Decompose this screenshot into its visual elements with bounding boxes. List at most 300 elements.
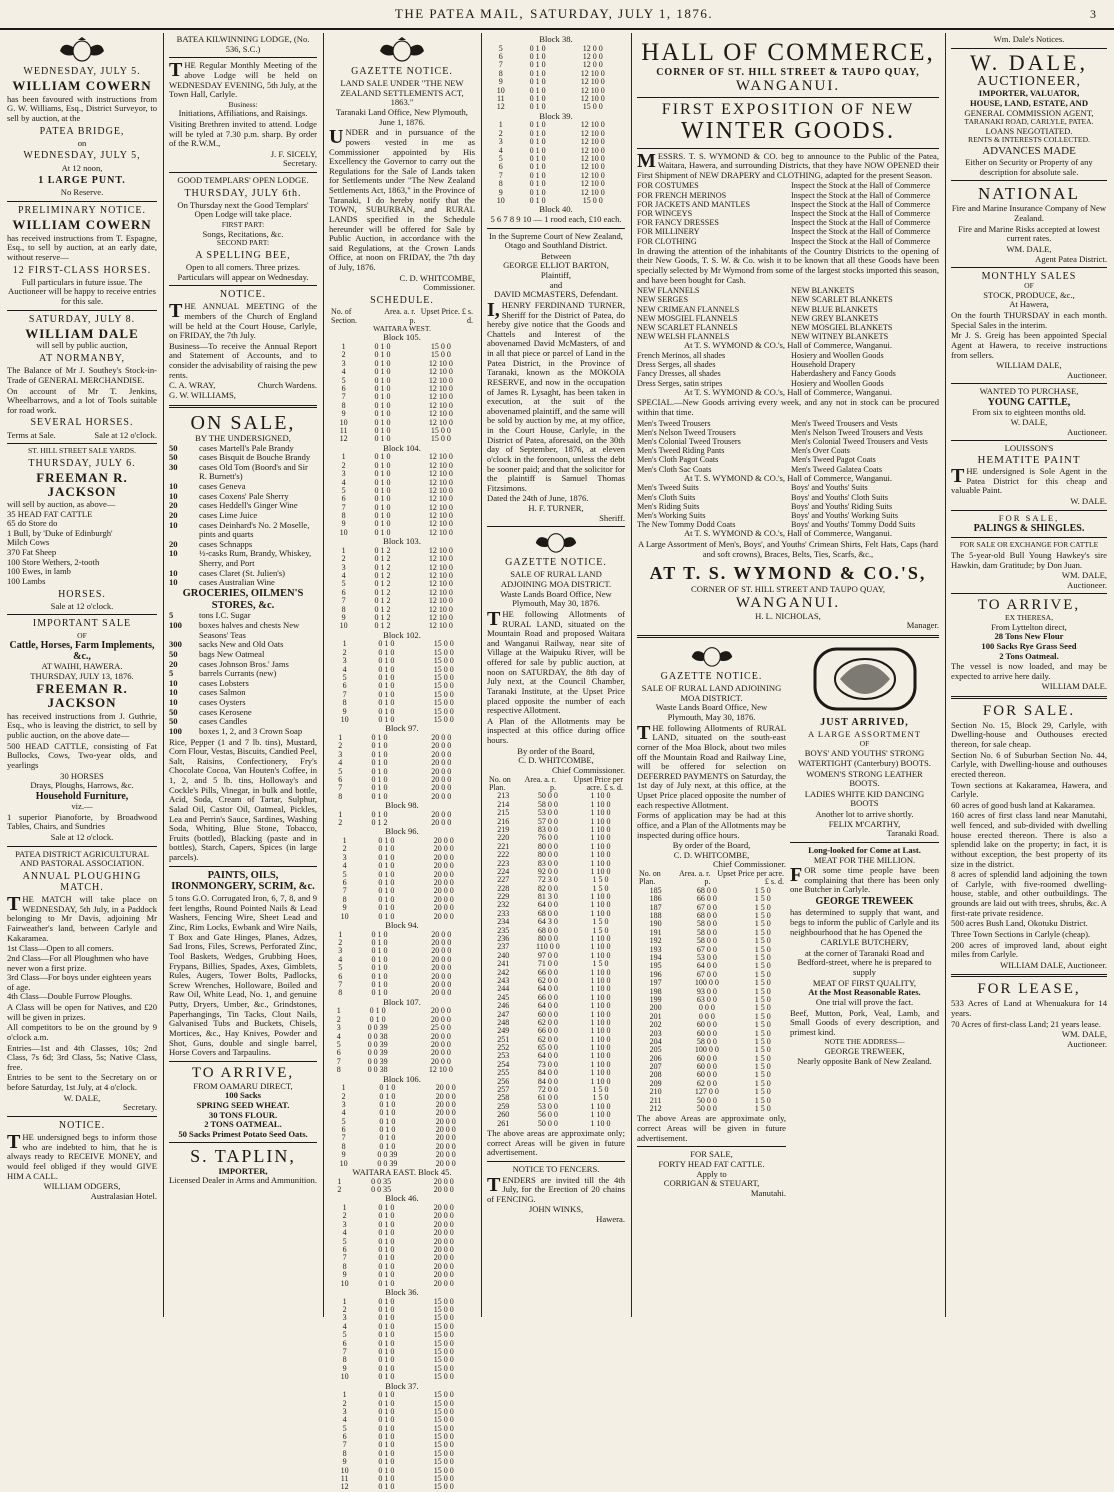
schedule-cell: 15 0 0 xyxy=(430,434,451,444)
rural-row-cell: 232 xyxy=(497,900,510,910)
grocery-item-desc: cases Oysters xyxy=(199,697,246,708)
ad-body: THE following Allotments of RURAL LAND, situated on the south-east corner of the Moa Block, about two miles off the Mountain Road and Railway Line, will be offered for selection on DEFERRED PAYMENTS on Saturday, the 1st day of July next, at this office, at the Upset Price placed opposite the number of each respective Allotment. xyxy=(637,721,786,810)
schedule-cell: 12 10 0 xyxy=(428,477,453,487)
trousers-list xyxy=(637,419,939,474)
ad-text: HOUSE, LAND, ESTATE, AND xyxy=(969,97,1089,108)
schedule-cell: 0 1 0 xyxy=(378,1228,395,1238)
class-item: 1st Class—Open to all comers. xyxy=(7,943,114,954)
rural-row-cell: 1 10 0 xyxy=(590,1034,611,1044)
royal-arms-icon xyxy=(329,37,475,63)
schedule-cell: 12 10 0 xyxy=(428,375,453,385)
schedule-cell: 15 0 0 xyxy=(430,425,451,435)
ad-text: Licensed Dealer in Arms and Ammunition. xyxy=(169,1175,317,1186)
schedule-row xyxy=(329,939,475,947)
sale-item: Section No. 15, Block 29, Carlyle, with Dwelling-house and Outhouses erected thereon, for sale cheap. xyxy=(951,719,1107,750)
trouser-line xyxy=(637,455,939,464)
ad-body: The above Areas are approximate only, correct Areas will be given in future advertisement. xyxy=(637,1113,786,1143)
ad-text: Waste Lands Board Office, New Plymouth, May 30, 1876. xyxy=(500,588,612,609)
schedule-cell: 0 1 0 xyxy=(374,477,391,487)
grocery-item-qty: 100 xyxy=(169,725,182,736)
schedule-cell: 0 1 0 xyxy=(378,1261,395,1271)
schedule-row xyxy=(329,547,475,555)
arrival-item: 100 Sacks xyxy=(224,1090,262,1101)
schedule-row-cell: 12 10 0 xyxy=(580,170,605,180)
schedule-row-cell: 0 1 0 xyxy=(529,120,546,130)
rural-row-cell: 64 0 0 xyxy=(537,1001,558,1011)
block-table xyxy=(329,1084,475,1168)
rural-row-cell: 207 xyxy=(649,1062,662,1072)
merino-line-left: French Merinos, all shades xyxy=(637,351,726,361)
rural-row-cell: 61 0 0 xyxy=(537,1093,558,1103)
ad-text: STOCK, PRODUCE, &c., xyxy=(983,289,1075,300)
ad-text: Nearly opposite Bank of New Zealand. xyxy=(797,1055,932,1066)
schedule-row xyxy=(329,470,475,478)
ad-text: OF xyxy=(859,738,870,748)
rural-row-cell: 53 0 0 xyxy=(696,953,717,962)
schedule-cell: 1 xyxy=(341,1083,346,1093)
ad-text: FIRST PART: xyxy=(221,220,265,230)
merinos-list xyxy=(637,351,939,388)
block-title: Block 105. xyxy=(383,332,421,343)
rural-row-cell: 1 5 0 xyxy=(754,919,771,929)
schedule-cell: 20 0 0 xyxy=(431,774,452,784)
suit-line-left: Men's Tweed Suits xyxy=(637,483,699,493)
ad-body: SPECIAL.—New Goods arriving every week, and any not in stock can be procured within that time. xyxy=(637,397,939,418)
signature: C. D. WHITCOMBE, xyxy=(673,849,750,860)
schedule-cell: 12 10 0 xyxy=(428,613,453,622)
schedule-row xyxy=(329,1058,475,1066)
block-title: Block 39. xyxy=(539,110,573,121)
schedule-row xyxy=(329,776,475,784)
schedule-cell: 12 10 0 xyxy=(428,527,453,537)
ad-body: at the corner of Taranaki Road and Bedford-street, where he is prepared to supply xyxy=(797,947,932,978)
stock-item: 35 HEAD FAT CATTLE xyxy=(7,508,93,519)
schedule-cell: 0 0 39 xyxy=(367,1048,388,1058)
schedule-cell: 15 0 0 xyxy=(433,681,454,691)
schedule-cell: 20 0 0 xyxy=(433,1270,454,1280)
rural-row-cell: 234 xyxy=(497,917,510,927)
schedule-row-cell: 12 10 0 xyxy=(580,179,605,189)
schedule-cell: 0 1 0 xyxy=(378,1321,395,1331)
block-table xyxy=(329,1298,475,1382)
schedule-cell: 0 1 0 xyxy=(374,452,391,462)
rural-row-cell: 53 0 0 xyxy=(537,1101,558,1111)
schedule-cell: 3 xyxy=(342,1219,347,1229)
ad-text: At T. S. WYMOND & CO.'s, Hall of Commerce, Wanganui. xyxy=(683,472,893,483)
schedule-cell: 9 xyxy=(342,903,347,913)
schedule-cell: 0 1 0 xyxy=(369,1006,386,1016)
schedule-cell: 4 xyxy=(336,1031,341,1041)
schedule-cell: 12 xyxy=(340,1482,349,1492)
schedule-cell: 15 0 0 xyxy=(433,1432,454,1442)
schedule-row-cell: 0 1 0 xyxy=(529,187,546,197)
rural-row-cell: 64 0 0 xyxy=(696,961,717,971)
ad-headline: MEAT OF FIRST QUALITY, xyxy=(812,977,917,988)
stock-item: 100 Ewes, in lamb xyxy=(7,566,71,577)
rural-row-cell: 1 10 0 xyxy=(590,1017,611,1027)
rural-row-cell: 56 0 0 xyxy=(537,1110,558,1120)
schedule-cell: 0 1 0 xyxy=(378,1338,395,1348)
ad-text: GENERAL COMMISSION AGENT, xyxy=(964,107,1094,118)
schedule-cell: 0 0 39 xyxy=(377,1158,398,1168)
block-title: Block 102. xyxy=(383,629,421,640)
schedule-cell: 20 0 0 xyxy=(433,861,454,871)
schedule-cell: 12 10 0 xyxy=(428,367,453,377)
costume-line-left: FOR FANCY DRESSES xyxy=(637,218,719,228)
schedule-cell: 6 xyxy=(338,971,343,981)
schedule-row-cell: 0 1 0 xyxy=(529,128,546,138)
schedule-row xyxy=(329,572,475,580)
costume-line xyxy=(637,181,939,190)
grocery-item-qty: 50 xyxy=(169,648,178,659)
schedule-cell: 12 10 0 xyxy=(428,452,453,462)
rural-row-cell: 65 0 0 xyxy=(537,1043,558,1053)
suit-line-left: Men's Working Suits xyxy=(637,510,706,520)
rural-row-cell: 66 0 0 xyxy=(537,992,558,1002)
merchant-name: GEORGE TREWEEK xyxy=(815,896,914,908)
schedule-cell: 12 10 0 xyxy=(428,460,453,470)
ad-headline: NOTICE. xyxy=(219,289,267,301)
schedule-row xyxy=(329,495,475,503)
ad-text: CORNER OF ST. HILL STREET AND TAUPO QUAY, xyxy=(690,584,886,595)
trouser-line xyxy=(637,437,939,446)
schedule-cell: 0 1 0 xyxy=(371,774,388,784)
rural-row-cell: 258 xyxy=(497,1093,510,1103)
schedule-cell: 12 10 0 xyxy=(428,596,453,606)
block-table xyxy=(329,837,475,921)
goods-list xyxy=(169,444,317,588)
schedule-cell: 0 1 0 xyxy=(371,766,388,776)
grocery-item xyxy=(169,621,317,640)
ad-headline: SALE OF RURAL LAND ADJOINING MOA DISTRICT. xyxy=(641,683,782,703)
schedule-cell: 0 0 39 xyxy=(367,1039,388,1049)
rural-row-cell: 193 xyxy=(649,944,662,954)
schedule-row xyxy=(329,377,475,385)
ad-body: A Large Assortment of Men's, Boys', and Youths' Crimean Shirts, Felt Hats, Caps (hard and soft crowns), Braces, Belts, Ties, Scarfs, &c., xyxy=(637,538,938,559)
signature: WILLIAM DALE, Auctioneer. xyxy=(1000,959,1107,970)
schedule-cell: 6 xyxy=(341,587,346,597)
schedule-row xyxy=(329,742,475,750)
schedule-cell: 4 xyxy=(341,571,346,581)
rural-row-cell: 243 xyxy=(497,975,510,985)
schedule-cell: 0 1 0 xyxy=(379,1091,396,1101)
schedule-cell: 0 1 0 xyxy=(378,1245,395,1255)
schedule-row xyxy=(329,351,475,359)
rural-row-cell: 53 0 0 xyxy=(537,808,558,818)
rural-row-cell: 1 5 0 xyxy=(754,894,771,904)
schedule-cell: 7 xyxy=(338,979,343,989)
schedule-cell: 20 0 0 xyxy=(433,903,454,913)
schedule-row xyxy=(487,45,625,53)
ad-text: RENTS & INTERESTS COLLECTED. xyxy=(968,135,1090,145)
rural-row-cell: 63 0 0 xyxy=(696,994,717,1004)
ad-text: One trial will prove the fact. xyxy=(815,996,914,1007)
rural-row-cell: 203 xyxy=(649,1028,662,1038)
schedule-cell: 2 xyxy=(337,1185,342,1195)
rural-row-cell: 64 0 0 xyxy=(537,1051,558,1061)
schedule-cell: 7 xyxy=(341,596,346,606)
ad-body: Entries—1st and 4th Classes, 10s; 2nd Class, 7s 6d; 3rd Class, 5s; Native Class, free. xyxy=(7,1042,157,1072)
auctioneer-name: WILLIAM COWERN xyxy=(12,78,152,94)
block-note: 5 6 7 8 9 10 — 1 rood each, £10 each. xyxy=(490,213,622,224)
block-table xyxy=(329,1204,475,1288)
ad-text: WAITARA WEST. xyxy=(373,323,431,333)
schedule-cell: 7 xyxy=(342,689,347,699)
schedule-row xyxy=(329,1007,475,1015)
rural-row-cell: 210 xyxy=(649,1087,662,1097)
schedule-cell: 20 0 0 xyxy=(433,852,454,862)
ad-headline: AT T. S. WYMOND & CO.'S, xyxy=(649,563,927,584)
schedule-cell: 1 xyxy=(342,836,347,846)
rural-row-cell: 0 0 0 xyxy=(698,1003,715,1013)
rural-row-cell: 188 xyxy=(649,911,662,921)
rural-row-cell: 257 xyxy=(497,1085,510,1095)
schedule-cell: 20 0 0 xyxy=(433,1228,454,1238)
block-table xyxy=(329,547,475,631)
schedule-cell: 0 1 0 xyxy=(378,1330,395,1340)
ad-terms: Terms at Sale. Sale at 12 o'clock. xyxy=(7,429,157,440)
schedule-cell: 0 1 0 xyxy=(374,434,391,444)
schedule-cell: 15 0 0 xyxy=(433,1321,454,1331)
rural-row-cell: 224 xyxy=(497,866,510,876)
block-title: Block 36. xyxy=(385,1286,419,1297)
rural-row-cell: 249 xyxy=(497,1026,510,1036)
block-table xyxy=(329,1391,475,1492)
schedule-cell: 0 1 0 xyxy=(379,1083,396,1093)
schedule-row-cell: 11 xyxy=(496,93,505,103)
costume-line-left: FOR MILLINERY xyxy=(637,227,700,237)
schedule-cell: 20 0 0 xyxy=(430,1031,451,1041)
schedule-cell: 15 0 0 xyxy=(433,714,454,724)
schedule-cell: 0 1 0 xyxy=(378,698,395,708)
schedule-cell: 0 1 0 xyxy=(378,672,395,682)
ad-headline: WINTER GOODS. xyxy=(681,118,895,145)
signature: W. DALE, xyxy=(1010,416,1048,427)
trouser-line-left: Men's Colonial Tweed Trousers xyxy=(637,437,741,447)
arrival-item: 2 TONS OATMEAL. xyxy=(204,1119,282,1130)
ad-text: Waste Lands Board Office, New Plymouth, May 30, 1876. xyxy=(655,702,768,723)
schedule-row-cell: 5 xyxy=(498,153,503,163)
ad-text: Dated the 24th of June, 1876. xyxy=(487,493,589,504)
ad-text: TARANAKI ROAD, CARLYLE, PATEA. xyxy=(964,117,1094,127)
schedule-cell: 3 xyxy=(341,562,346,572)
sale-item: 8 acres of splendid land adjoining the town of Carlyle, with five-roomed dwelling-house, stable, and other outbuildings. The grounds are laid out with trees, shrubs, &c. A first-rate private residence. xyxy=(951,869,1107,918)
rural-row-cell: 1 5 0 xyxy=(754,978,771,988)
ad-text: Chief Commissioner. xyxy=(712,859,786,870)
ad-location: AT NORMANBY, xyxy=(38,353,126,365)
schedule-cell: 4 xyxy=(338,758,343,768)
schedule-cell: 0 1 0 xyxy=(378,1398,395,1408)
rural-row-cell: 200 xyxy=(649,1003,662,1013)
schedule-cell: 5 xyxy=(342,1330,347,1340)
ad-text: EX THERESA, xyxy=(1005,613,1053,623)
rural-row-cell: 1 5 0 xyxy=(754,902,771,912)
schedule-cell: 0 1 0 xyxy=(374,367,391,377)
ad-text: At T. S. WYMOND & CO.'s, Hall of Commerce, Wanganui. xyxy=(683,340,893,351)
schedule-cell: 0 1 2 xyxy=(374,562,391,572)
schedule-cell: 1 xyxy=(342,1203,347,1213)
schedule-cell: 5 xyxy=(342,1423,347,1433)
rural-row-cell: 186 xyxy=(649,894,662,904)
auctioneer-name: WILLIAM DALE xyxy=(25,325,139,341)
schedule-row-cell: 8 xyxy=(498,179,503,189)
schedule-cell: 0 1 0 xyxy=(374,485,391,495)
suit-line xyxy=(637,511,939,520)
ad-body: All competitors to be on the ground by 9 o'clock a.m. xyxy=(7,1022,157,1042)
schedule-cell: 7 xyxy=(342,1440,347,1450)
signature: C. D. WHITCOMBE, xyxy=(399,272,475,283)
schedule-row-cell: 0 1 0 xyxy=(529,179,546,189)
ad-headline: Long-looked for Come at Last. xyxy=(808,844,921,855)
suit-line-right: Boys' and Youths' Riding Suits xyxy=(791,501,893,511)
schedule-cell: 11 xyxy=(340,1474,349,1484)
schedule-cell: 0 1 2 xyxy=(374,621,391,631)
sale-item: 500 acres Bush Land, Okotuku District. xyxy=(951,918,1088,929)
schedule-cell: 8 xyxy=(342,1448,347,1458)
stock-item: 100 Lambs xyxy=(7,575,46,586)
ad-body: In drawing the attention of the inhabitants of the Country Districts to the opening of their New Goods, T. S. W. & Co. wish it to be known that all these Goods have been specially selected by Mr Wymond from some of the largest stocks imported this season, and have been bought for Cash. xyxy=(637,245,939,285)
schedule-cell: 12 10 0 xyxy=(428,502,453,512)
goods-item-qty: 10 xyxy=(169,548,178,559)
schedule-cell: 0 0 39 xyxy=(367,1056,388,1066)
goods-item-qty: 10 xyxy=(169,567,178,578)
grocery-item-qty: 300 xyxy=(169,639,182,650)
schedule-cell: 15 0 0 xyxy=(433,647,454,657)
rural-row-cell: 67 0 0 xyxy=(696,969,717,979)
flannel-line-left: NEW SERGES xyxy=(637,295,689,305)
schedule-cell: 0 1 0 xyxy=(371,809,388,819)
rural-row-cell: 60 0 0 xyxy=(696,1020,717,1030)
schedule-cell: 0 1 0 xyxy=(374,350,391,360)
ad-body: The vessel is now loaded, and may be expected to arrive here daily. xyxy=(951,661,1107,681)
rural-row-cell: 83 0 0 xyxy=(537,858,558,868)
ad-headline: At the Most Reasonable Rates. xyxy=(808,987,921,998)
ad-headline: 28 Tons New Flour xyxy=(994,631,1064,642)
ad-body: Fire and Marine Insurance Company of New Zealand. xyxy=(951,203,1107,224)
schedule-cell: 3 xyxy=(338,946,343,956)
ad-subheadline: CORNER OF ST. HILL STREET & TAUPO QUAY, xyxy=(656,66,920,78)
schedule-cell: 0 1 0 xyxy=(378,1423,395,1433)
schedule-row-cell: 12 0 0 xyxy=(582,43,603,53)
lease-items-list xyxy=(951,999,1107,1029)
schedule-cell: 12 10 0 xyxy=(428,383,453,393)
schedule-cell: 0 1 0 xyxy=(371,732,388,742)
ad-headline: FOR SALE, xyxy=(690,1149,733,1160)
grocery-item-desc: bags New Oatmeal xyxy=(199,648,265,659)
schedule-cell: 20 0 0 xyxy=(433,1236,454,1246)
rural-row-cell: 66 0 0 xyxy=(696,894,717,904)
flannel-line-right: NEW SCARLET BLANKETS xyxy=(791,295,893,305)
rural-row-cell: 62 0 0 xyxy=(537,1034,558,1044)
schedule-cell: 20 0 0 xyxy=(431,938,452,948)
schedule-cell: 9 xyxy=(341,613,346,622)
schedule-row xyxy=(329,580,475,588)
suit-line-left: The New Tommy Dodd Coats xyxy=(637,520,736,530)
stock-item: 1 Bull, by 'Duke of Edinburgh' xyxy=(7,527,113,538)
ad-text: At Hawera, xyxy=(1009,299,1049,310)
schedule-cell: 8 xyxy=(342,698,347,708)
ad-headline: MONTHLY SALES xyxy=(981,271,1077,283)
auctioneer-name: FREEMAN R. JACKSON xyxy=(36,469,128,500)
ad-headline: ADVANCES MADE xyxy=(982,144,1076,157)
ad-body: Visiting Brethren invited to attend. Lodge will be tyled at 7.30 p.m. sharp. By order of the R.W.M., xyxy=(169,118,317,149)
ad-text: Commissioner. xyxy=(423,282,475,293)
schedule-cell: 15 0 0 xyxy=(433,639,454,649)
schedule-cell: 12 10 0 xyxy=(428,358,453,368)
ad-text: Apply to xyxy=(696,1168,727,1179)
schedule-row-cell: 0 1 0 xyxy=(529,137,546,147)
rural-row-cell: 241 xyxy=(497,959,510,969)
ad-location: WANGANUI. xyxy=(735,594,841,611)
schedule-cell: 9 xyxy=(342,706,347,716)
rural-row-cell: 219 xyxy=(497,824,510,834)
schedule-cell: 15 0 0 xyxy=(433,706,454,716)
rural-row-cell: 246 xyxy=(497,1001,510,1011)
rural-row-cell: 1 5 0 xyxy=(754,1036,771,1046)
ad-text: DAVID MCMASTERS, Defendant. xyxy=(494,289,618,300)
goods-item-qty: 50 xyxy=(169,452,178,463)
ad-headline: FOR SALE. xyxy=(982,703,1076,720)
ad-body: The Balance of Mr J. Southey's Stock-in-Trade of GENERAL MERCHANDISE. xyxy=(7,365,157,385)
schedule-cell: 0 1 2 xyxy=(374,545,391,555)
issue-date: SATURDAY, JULY 1, 1876. xyxy=(530,6,714,21)
rural-row-cell: 255 xyxy=(497,1068,510,1078)
flannels-list xyxy=(637,286,939,341)
schedule-row-cell: 12 0 0 xyxy=(582,52,603,62)
page-number: 3 xyxy=(1090,7,1096,21)
schedule-cell: 5 xyxy=(342,869,347,879)
rural-row-cell: 1 10 0 xyxy=(590,900,611,910)
schedule-cell: 20 0 0 xyxy=(433,1185,454,1195)
merino-line xyxy=(637,369,939,378)
schedule-cell: 0 1 0 xyxy=(371,946,388,956)
ad-headline: FORTY HEAD FAT CATTLE. xyxy=(658,1158,765,1169)
rural-row-cell: 206 xyxy=(649,1053,662,1063)
grocery-item-qty: 50 xyxy=(169,706,178,717)
schedule-cell: 0 1 0 xyxy=(371,954,388,964)
rural-table xyxy=(637,887,786,1114)
ad-headline: FIRST EXPOSITION OF NEW xyxy=(661,101,915,119)
block-title: Block 46. xyxy=(385,1193,419,1204)
costume-line-right: Inspect the Stock at the Hall of Commerce xyxy=(791,236,931,246)
rural-row-cell: 1 5 0 xyxy=(754,1104,771,1114)
ad-body: A Plan of the Allotments may be inspected at this office during office hours. xyxy=(487,715,625,746)
goods-item-qty: 50 xyxy=(169,442,178,453)
schedule-cell: 8 xyxy=(342,894,347,904)
schedule-row-cell: 12 10 0 xyxy=(580,120,605,130)
schedule-cell: 20 0 0 xyxy=(433,878,454,888)
schedule-cell: 0 1 0 xyxy=(374,400,391,410)
rural-row-cell: 1 5 0 xyxy=(754,1078,771,1088)
schedule-cell: 6 xyxy=(342,1338,347,1348)
schedule-cell: 15 0 0 xyxy=(433,1363,454,1373)
rural-row-cell: 1 10 0 xyxy=(590,967,611,977)
rural-row-cell: 1 5 0 xyxy=(754,953,771,962)
ad-headline: ON SALE, xyxy=(190,411,296,434)
schedule-cell: 20 0 0 xyxy=(431,929,452,939)
rural-row-cell: 1 5 0 xyxy=(754,1003,771,1013)
schedule-cell: 8 xyxy=(342,1355,347,1365)
schedule-cell: 20 0 0 xyxy=(431,809,452,819)
rural-row-cell: 68 0 0 xyxy=(537,908,558,918)
schedule-cell: 5 xyxy=(336,1039,341,1049)
schedule-cell: 5 xyxy=(341,375,346,385)
schedule-cell: 0 1 2 xyxy=(374,579,391,589)
boots-ad xyxy=(790,642,939,1198)
schedule-row xyxy=(329,520,475,528)
rural-row-cell: 1 10 0 xyxy=(590,908,611,918)
signature: H. F. TURNER, xyxy=(528,503,584,514)
